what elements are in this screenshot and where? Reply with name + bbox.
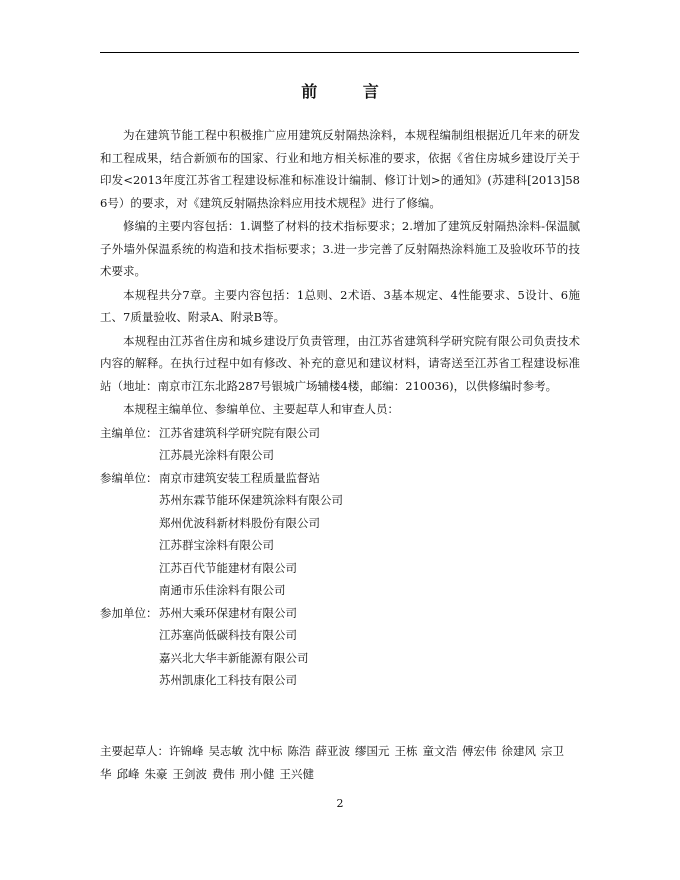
drafter-name: 童文浩	[422, 744, 457, 758]
joining-unit: 嘉兴北大华丰新能源有限公司	[159, 650, 309, 665]
participating-unit: 郑州优波科新材料股份有限公司	[159, 515, 320, 530]
org-row	[100, 512, 580, 535]
drafter-name: 傅宏伟	[462, 744, 497, 758]
body-content	[100, 124, 580, 692]
drafters-label: 主要起草人：	[100, 744, 169, 758]
org-row	[100, 669, 580, 692]
participating-unit: 江苏群宝涂料有限公司	[159, 538, 274, 552]
participating-unit: 南京市建筑安装工程质量监督站	[159, 470, 320, 485]
org-row	[100, 534, 580, 557]
drafter-name: 朱豪	[144, 766, 168, 781]
joining-unit-label: 参加单位：	[100, 605, 158, 620]
drafter-name: 薛亚波	[315, 744, 350, 758]
joining-unit: 江苏塞尚低碳科技有限公司	[159, 628, 297, 642]
drafter-name: 陈浩	[287, 744, 311, 758]
org-row	[100, 602, 580, 625]
drafter-name: 王剑波	[172, 766, 207, 781]
org-row	[100, 422, 580, 445]
org-row	[100, 557, 580, 580]
page-number: 2	[336, 797, 344, 810]
drafter-name: 刑小健	[240, 766, 275, 781]
chief-unit-label: 主编单位：	[100, 425, 158, 440]
drafter-name: 费伟	[212, 766, 235, 781]
drafter-name: 沈中标	[248, 744, 283, 758]
org-row	[100, 647, 580, 670]
org-row	[100, 624, 580, 647]
org-row	[100, 444, 580, 467]
chief-unit: 江苏省建筑科学研究院有限公司	[159, 425, 320, 440]
participating-unit: 江苏百代节能建材有限公司	[159, 560, 297, 575]
paragraph-revision: 修编的主要内容包括：1.调整了材料的技术指标要求；2.增加了建筑反射隔热涂料-保温腻子外墙外保温系统的构造和技术指标要求；3.进一步完善了反射隔热涂料施工及验收环节的技术要求。	[100, 219, 580, 278]
drafter-name: 吴志敏	[208, 744, 243, 758]
paragraph-chapters: 本规程共分7章。主要内容包括：1总则、2术语、3基本规定、4性能要求、5设计、6施工、7质量验收、附录A、附录B等。	[100, 287, 580, 324]
paragraph-units-intro: 本规程主编单位、参编单位、主要起草人和审查人员：	[123, 402, 399, 416]
joining-unit: 苏州凯康化工科技有限公司	[159, 673, 297, 687]
drafters-list	[100, 740, 580, 785]
org-list	[100, 422, 580, 692]
org-row	[100, 489, 580, 512]
paragraph-intro: 为在建筑节能工程中积极推广应用建筑反射隔热涂料，本规程编制组根据近几年来的研发和工程成果，结合新颁布的国家、行业和地方相关标准的要求，依据《省住房城乡建设厅关于印发<2013年度江苏省工程建设标准和标准设计编制、修订计划>的通知》(苏建科[2013]586号）的要求，对《建筑反射隔热涂料应用技术规程》进行了修编。	[100, 128, 580, 210]
header-rule	[100, 52, 579, 53]
participating-unit: 苏州东霖节能环保建筑涂料有限公司	[159, 493, 343, 507]
drafter-name: 徐建风	[501, 744, 536, 758]
drafter-name: 宗卫华	[100, 744, 564, 781]
page-title: 前 言	[301, 82, 399, 101]
drafter-name: 王栋	[394, 744, 418, 758]
org-row	[100, 467, 580, 490]
drafter-name: 邱峰	[116, 766, 140, 781]
chief-unit: 江苏晨光涂料有限公司	[159, 448, 274, 462]
drafter-name: 王兴健	[279, 766, 314, 781]
org-row	[100, 579, 580, 602]
participating-unit-label: 参编单位：	[100, 470, 158, 485]
participating-unit: 南通市乐佳涂料有限公司	[159, 583, 286, 597]
drafter-name: 缪国元	[355, 744, 390, 758]
drafter-name: 许锦峰	[169, 744, 204, 758]
joining-unit: 苏州大乘环保建材有限公司	[159, 605, 297, 620]
paragraph-management: 本规程由江苏省住房和城乡建设厅负责管理，由江苏省建筑科学研究院有限公司负责技术内容的解释。在执行过程中如有修改、补充的意见和建议材料，请寄送至江苏省工程建设标准站（地址：南京市江东北路287号银城广场辅楼4楼，邮编：210036)，以供修编时参考。	[100, 333, 580, 393]
